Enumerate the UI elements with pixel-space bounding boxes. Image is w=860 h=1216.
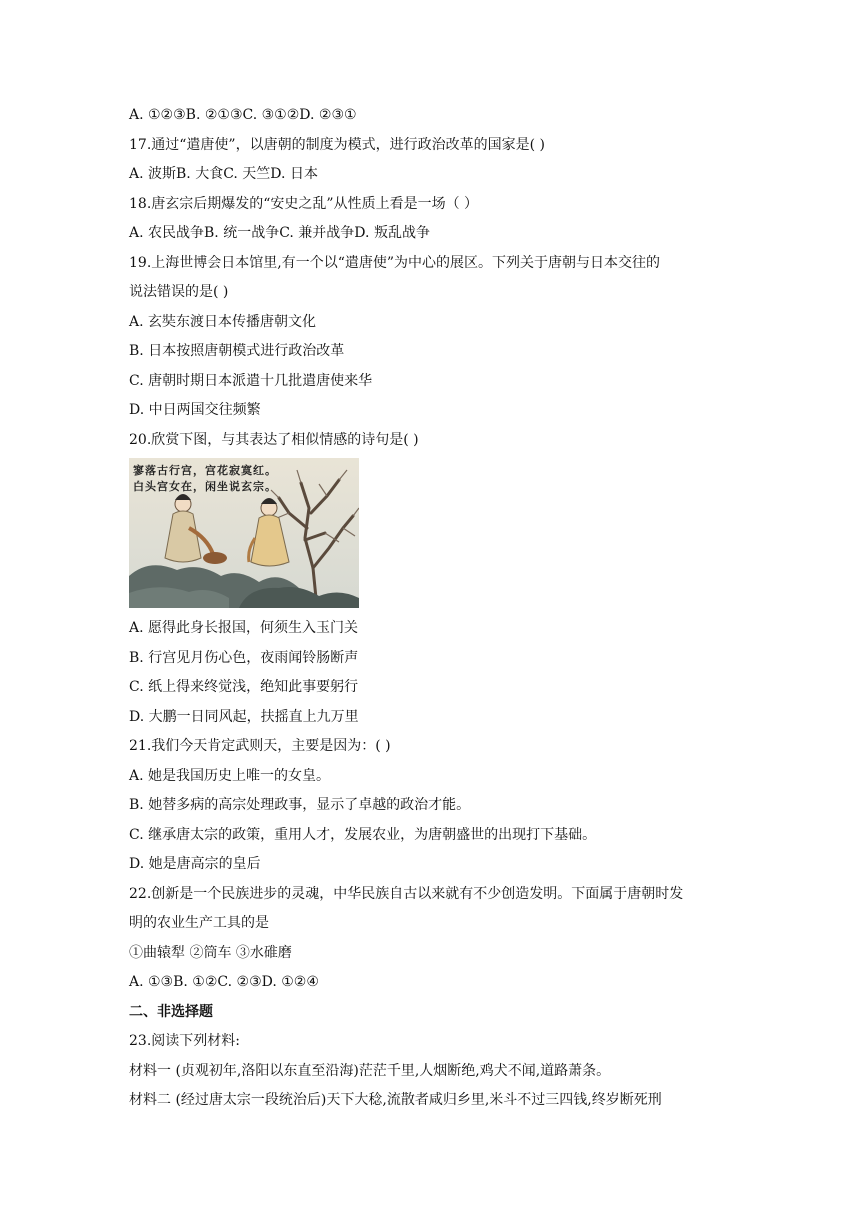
q21-option-a: A. 她是我国历史上唯一的女皇。 xyxy=(129,768,331,784)
q21-stem: 21.我们今天肯定武则天，主要是因为：( ) xyxy=(129,738,391,754)
q19-stem-cont: 说法错误的是( ) xyxy=(129,284,229,300)
q21-option-b: B. 她替多病的高宗处理政事，显示了卓越的政治才能。 xyxy=(129,797,471,813)
q20-option-d: D. 大鹏一日同风起，扶摇直上九万里 xyxy=(129,709,359,725)
q18-options: A. 农民战争B. 统一战争C. 兼并战争D. 叛乱战争 xyxy=(129,225,430,241)
q20-option-a: A. 愿得此身长报国，何须生入玉门关 xyxy=(129,620,359,636)
q22-items: ①曲辕犁 ②筒车 ③水碓磨 xyxy=(129,945,292,961)
poem-line-2: 白头宫女在，闲坐说玄宗。 xyxy=(133,480,277,493)
q19-option-c: C. 唐朝时期日本派遣十几批遣唐使来华 xyxy=(129,373,373,389)
q20-option-c: C. 纸上得来终觉浅，绝知此事要躬行 xyxy=(129,679,359,695)
material-1: 材料一 (贞观初年,洛阳以东直至沿海)茫茫千里,人烟断绝,鸡犬不闻,道路萧条。 xyxy=(129,1063,611,1079)
q19-option-b: B. 日本按照唐朝模式进行政治改革 xyxy=(129,343,345,359)
q22-stem-cont: 明的农业生产工具的是 xyxy=(129,915,269,931)
q17-stem: 17.通过“遣唐使”，以唐朝的制度为模式，进行政治改革的国家是( ) xyxy=(129,137,545,153)
q18-stem: 18.唐玄宗后期爆发的“安史之乱”从性质上看是一场（ ） xyxy=(129,196,479,212)
q22-stem: 22.创新是一个民族进步的灵魂，中华民族自古以来就有不少创造发明。下面属于唐朝时发 xyxy=(129,886,684,902)
section-heading: 二、非选择题 xyxy=(129,1004,213,1020)
q22-options: A. ①③B. ①②C. ②③D. ①②④ xyxy=(129,974,319,990)
q19-option-a: A. 玄奘东渡日本传播唐朝文化 xyxy=(129,314,317,330)
q17-options: A. 波斯B. 大食C. 天竺D. 日本 xyxy=(129,166,318,182)
q20-stem: 20.欣赏下图，与其表达了相似情感的诗句是( ) xyxy=(129,432,419,448)
q19-stem: 19.上海世博会日本馆里,有一个以“遣唐使”为中心的展区。下列关于唐朝与日本交往的 xyxy=(129,255,661,271)
q23-stem: 23.阅读下列材料: xyxy=(129,1033,240,1049)
poem-line-1: 寥落古行宫，宫花寂寞红。 xyxy=(133,464,277,477)
q21-option-d: D. 她是唐高宗的皇后 xyxy=(129,856,261,872)
palace-ladies-illustration xyxy=(129,458,359,608)
q20-option-b: B. 行宫见月伤心色，夜雨闻铃肠断声 xyxy=(129,650,359,666)
material-2: 材料二 (经过唐太宗一段统治后)天下大稔,流散者咸归乡里,米斗不过三四钱,终岁断死刑 xyxy=(129,1092,662,1108)
q19-option-d: D. 中日两国交往频繁 xyxy=(129,402,261,418)
q16-options: A. ①②③B. ②①③C. ③①②D. ②③① xyxy=(129,107,357,123)
q21-option-c: C. 继承唐太宗的政策，重用人才，发展农业，为唐朝盛世的出现打下基础。 xyxy=(129,827,597,843)
